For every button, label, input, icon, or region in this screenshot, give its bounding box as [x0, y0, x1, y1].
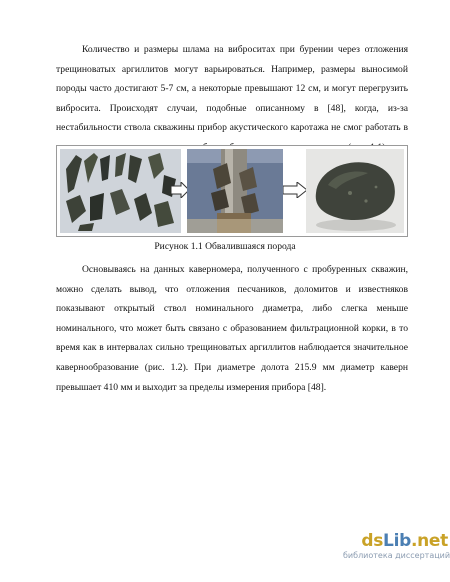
- rock-sample-photo: [306, 149, 404, 233]
- wellbore-tool-photo: [187, 149, 283, 233]
- brand-logo: [343, 531, 448, 551]
- brand-logo-ds: ds: [361, 531, 384, 551]
- brand-subtitle: библиотека диссертаций: [343, 551, 450, 560]
- figure-1-1: [56, 145, 408, 237]
- brand-logo-net: .net: [410, 531, 448, 551]
- right-arrow-icon: [283, 182, 307, 203]
- paragraph-2: Основываясь на данных каверномера, полученного с пробуренных скважин, можно сделать вывод, что отложения песчаников, доломитов и известняков показывают открытый ствол номинального диаметра, либо слегка меньше номинального, что может быть связано с образованием фильтрационной корки, в то время как в интервалах сильно трещиноватых аргиллитов наблюдается значительное кавернообразование (рис. 1.2). При диаметре долота 215.9 мм диаметр каверн превышает 410 мм и выходит за пределы измерения прибора [48].: [56, 264, 408, 393]
- figure-caption: Рисунок 1.1 Обвалившаяся порода: [154, 241, 296, 252]
- rock-fragments-photo: [60, 149, 181, 233]
- watermark-brand[interactable]: [343, 531, 448, 561]
- paragraph-1: Количество и размеры шлама на виброситах при бурении через отложения трещиноватых аргиллитов могут варьироваться. Например, размеры выносимой породы часто достигают 5-7 см, а некоторые превышают 12 см, и могут перегрузить вибросита. Происходят случаи, подобные описанному в [48], когда, из-за нестабильности ствола скважины прибор акустического каротажа не смог работать в: [56, 44, 408, 134]
- brand-logo-lib: Lib: [383, 531, 411, 551]
